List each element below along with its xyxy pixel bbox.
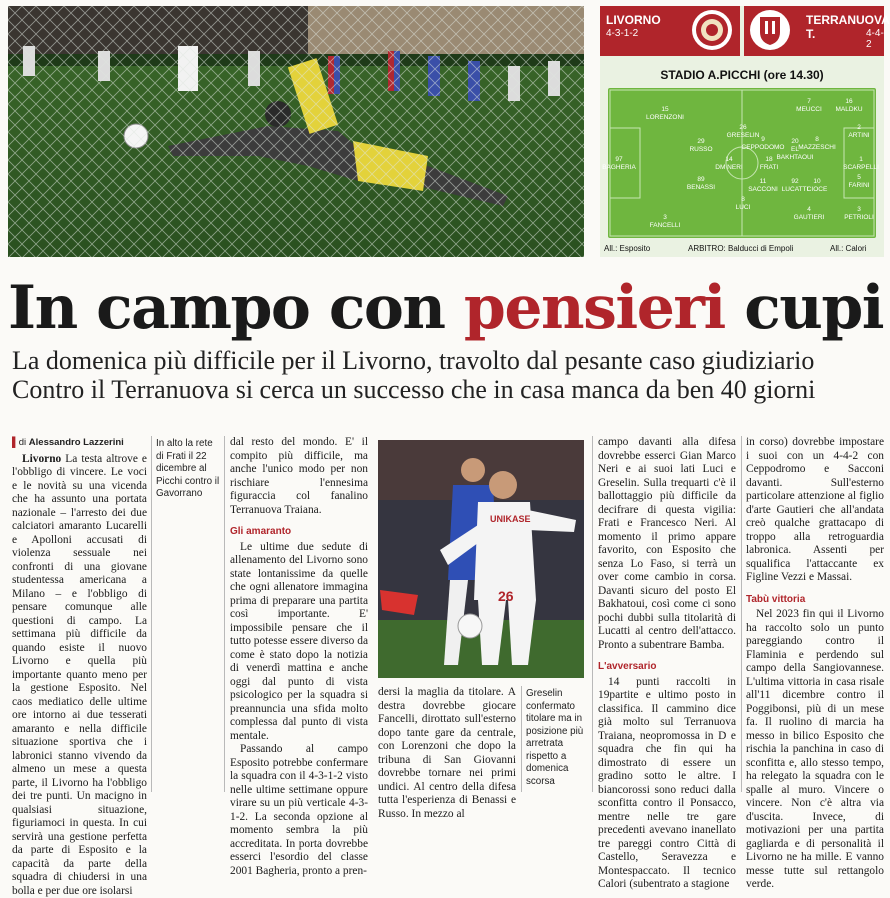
subheading-avversario: L'avversario bbox=[598, 661, 657, 672]
player-photo-illustration bbox=[378, 440, 584, 678]
livorno-crest-icon bbox=[692, 10, 732, 50]
home-player-5: 3 FANCELLI bbox=[649, 214, 681, 229]
pitch bbox=[602, 88, 879, 238]
article-column-4 bbox=[378, 686, 516, 821]
column-divider bbox=[151, 436, 152, 792]
stadium-label: STADIO A.PICCHI (ore 14.30) bbox=[660, 68, 824, 82]
home-player-1: 97 BAGHERIA bbox=[602, 156, 636, 171]
byline-marker-icon: ▌ bbox=[12, 437, 19, 448]
byline-prefix: di bbox=[18, 437, 27, 448]
caption-top-photo: In alto la rete di Frati il 22 dicembre al Picchi contro il Gavorrano bbox=[156, 438, 220, 499]
article-body-1: La testa altrove e l'obbligo di vincere. Le voci e le novità su una vicenda che ha assunto una portata nazionale – l'arresto dei due calciatori amaranto Lucarelli e Apolloni accusati di violenza sessuale nei confronti di una giovane studentessa americana a Milano – e l'obbligo di pensare comunque alle questioni di campo. La settimana più difficile da quando esiste il nuovo Livorno e quella più importante quanto meno per la gestione Esposito. Nel caos mediatico delle ultime ore intorno ai due tesserati amaranto e nella difficile situazione sportiva che i labronici stanno vivendo da almeno un mese a questa parte, il Livorno ha l'obbligo dei tre punti. Un macigno in qualsiasi situazione, figuriamoci in questa. In cui servirà una gestione perfetta da parte di Esposito e la capacità da parte della squadra di chiudersi in una bolla e per due ore isolarsi bbox=[12, 452, 147, 897]
home-player-11: 92 LUCATTI bbox=[781, 178, 809, 193]
away-player-10: 9 CEPPODOMO bbox=[741, 136, 785, 151]
home-team-module: 4-3-1-2 bbox=[606, 28, 639, 39]
home-team-bar bbox=[600, 6, 740, 56]
away-player-11: 11 SACCONI bbox=[748, 178, 778, 193]
byline-author: Alessandro Lazzerini bbox=[28, 437, 124, 448]
article-body-2: dal resto del mondo. E' il compito più difficile, ma anche l'unico modo per non rischiare l'ennesima figuraccia col fanalino Terranuova Traiana. bbox=[230, 436, 368, 516]
home-team-name: LIVORNO bbox=[606, 13, 661, 27]
subtitle-line-1: La domenica più difficile per il Livorno, travolto dal pesante caso giudiziario bbox=[12, 346, 815, 375]
away-player-7: 8 MAZZESCHI bbox=[798, 136, 836, 151]
article-body-4: Passando al campo Esposito potrebbe confermare la squadra con il 4-3-1-2 visto nelle ultime settimane oppure virare su un più verticale 4-3-1-2. La seconda opzione al momento sembra la più accreditata. In porta dovrebbe esserci l'esordio del classe 2001 Bagheria, pronto a pren- bbox=[230, 743, 368, 877]
shirt-sponsor: UNIKASE bbox=[490, 514, 531, 524]
home-player-6: 26 GRESELIN bbox=[726, 124, 760, 139]
article-body-3: Le ultime due sedute di allenamento del Livorno sono state lontanissime da quelle che ogni allenatore immagina prima di preparare una partita così importante. E' impossibile pensare che il tutto potesse essere diverso da come è stato dopo la notizia di venerdì mattina e anche oggi dal punto di vista psicologico per la squadra si preannuncia una sfida molto complessa dal punto di vista mentale. bbox=[230, 540, 368, 742]
byline bbox=[12, 436, 147, 450]
referee: ARBITRO: Balducci di Empoli bbox=[688, 244, 794, 253]
headline-highlight: pensieri bbox=[463, 273, 725, 343]
home-player-4: 89 BENASSI bbox=[686, 176, 716, 191]
headline-part3: cupi bbox=[724, 273, 884, 343]
player-photo bbox=[378, 440, 584, 678]
home-player-8: 8 LUCI bbox=[735, 196, 751, 211]
subtitle-line-2: Contro il Terranuova si cerca un successo che in casa manca da ben 40 giorni bbox=[12, 375, 816, 404]
away-team-bar bbox=[744, 6, 890, 56]
article-column-3 bbox=[230, 436, 368, 878]
shirt-number: 26 bbox=[498, 588, 514, 604]
subheading-tabu-vittoria: Tabù vittoria bbox=[746, 593, 806, 605]
away-player-5: 16 MALDKU bbox=[835, 98, 863, 113]
headline bbox=[8, 270, 888, 346]
caption-player-photo: Greselin confermato titolare ma in posizione più arretrata rispetto a domenica scorsa bbox=[526, 688, 584, 787]
article-body-7: 14 punti raccolti in 19partite e ultimo posto in classifica. Il cammino dice già molto sul Terranuova Traiana, neopromossa in D e squadra che fin qui ha dimostrato di essere un gradino sotto le altre. I biancorossi sono reduci dalla sconfitta contro il Ponsacco, mentre nelle tre gare precedenti avevano inanellato tre pareggi contro Città di Castello, Seravezza e Montespaccato. Il tecnico Calori (subentrato a stagione bbox=[598, 675, 736, 890]
article-body-9: Nel 2023 fin qui il Livorno ha raccolto solo un punto pareggiando contro il Flaminia e perdendo sul campo della Sangiovannese. L'ultima vittoria in casa risale all'11 dicembre contro il Poggibonsi, più di un mese fa. Il ruolino di marcia ha messo in bilico Esposito che rischia la panchina in caso di sconfitta e, allo stesso tempo, ha relegato la squadra con le spalle al muro. Vincere o vincere. Non c'è altra via d'uscita. Invece, di motivazioni per una partita gagliarda e di personalità il Livorno ne ha mille. E vanno messe tutte sul rettangolo verde. bbox=[746, 608, 884, 890]
lineup-box bbox=[600, 6, 890, 257]
home-coach: All.: Esposito bbox=[604, 244, 651, 253]
article-column-7 bbox=[746, 436, 884, 892]
home-player-9: 18 FRATI bbox=[759, 156, 779, 171]
column-divider bbox=[741, 436, 742, 792]
article-column-1 bbox=[12, 436, 147, 898]
home-player-2: 15 LORENZONI bbox=[646, 106, 684, 121]
column-divider bbox=[592, 436, 593, 792]
away-team-module: 4-4-2 bbox=[866, 28, 884, 50]
column-divider bbox=[224, 436, 225, 792]
away-player-2: 2 ARTINI bbox=[848, 124, 870, 139]
article-column-6 bbox=[598, 436, 736, 892]
subheading-amaranto: Gli amaranto bbox=[230, 526, 292, 537]
away-coach: All.: Calori bbox=[830, 244, 867, 253]
away-player-8: 10 CIOCE bbox=[806, 178, 828, 193]
away-player-4: 3 PETRIOLI bbox=[844, 206, 874, 221]
home-player-3: 29 RUSSO bbox=[689, 138, 713, 153]
article-body-6: campo davanti alla difesa dovrebbe esserci Gian Marco Neri e ai suoi lati Luci e Greselin. Sulla trequarti c'è il ballottaggio più difficile da decifrare di questa vigilia: Frati e Francesco Neri. Al momento il primo appare favorito, con Esposito che senza Lo Faso, si terrà un over come cambio in corsa. Davanti sicuro del posto El Bakhatoui, così come ci sono pochi dubbi sulla titolarità di Lucatti al centro dell'attacco. Pronto a subentrare Bamba. bbox=[598, 436, 736, 651]
home-player-10: 20 EL BAKHTAOUI bbox=[776, 138, 814, 161]
headline-part1: In campo con bbox=[8, 273, 464, 343]
column-divider bbox=[521, 686, 522, 792]
goal-photo-illustration bbox=[8, 6, 584, 257]
subtitle bbox=[12, 346, 888, 404]
away-player-1: 1 SCARPELLI bbox=[843, 156, 879, 171]
terranuova-crest-icon bbox=[750, 10, 790, 50]
article-body-5: dersi la maglia da titolare. A destra dovrebbe giocare Fancelli, dirottato sull'esterno dopo tante gare da centrale, con Lorenzoni che dopo la tribuna di San Giovanni dovrebbe tornare nei primi undici. Al centro della difesa tutta l'esperienza di Benassi e Russo. In mezzo al bbox=[378, 686, 516, 820]
away-player-3: 5 FARINI bbox=[848, 174, 870, 189]
away-team-name: TERRANUOVA T. bbox=[806, 13, 890, 41]
away-player-9: 4 GAUTIERI bbox=[793, 206, 825, 221]
goal-photo bbox=[8, 6, 584, 257]
away-player-6: 7 MEUCCI bbox=[796, 98, 822, 113]
article-body-8: in corso) dovrebbe impostare i suoi con un 4-4-2 con Ceppodromo e Sacconi davanti. Sull'esterno particolare attenzione al figlio d'arte Gautieri che all'andata creò qualche grattacapo di troppo alla retroguardia labronica. Assenti per squalifica l'attaccante ex Figline Vezzi e Massai. bbox=[746, 436, 884, 583]
dateline: Livorno bbox=[22, 452, 62, 465]
home-player-7: 14 DM NERI bbox=[715, 156, 743, 171]
